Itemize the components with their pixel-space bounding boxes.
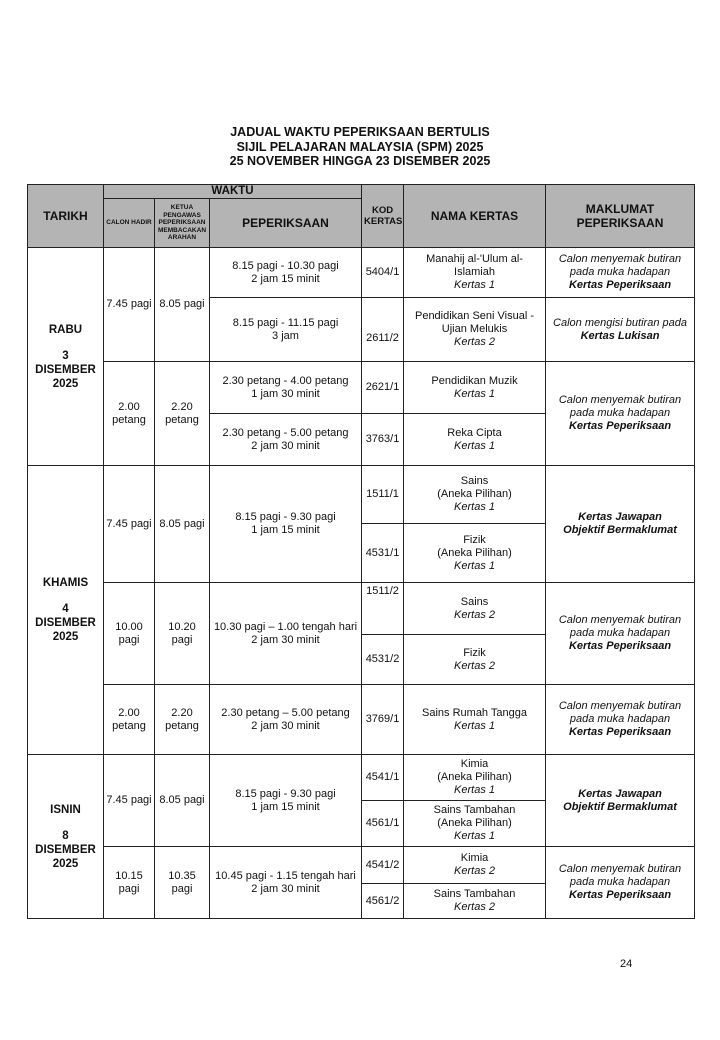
info-emphasis: Kertas Peperiksaan xyxy=(568,640,672,652)
calon-hadir-time: 7.45 pagi xyxy=(104,755,155,847)
ketua-pengawas-time: 8.05 pagi xyxy=(155,466,210,583)
paper-title: Kimia xyxy=(460,758,489,770)
day-month: DISEMBER xyxy=(35,363,96,376)
date-cell-khamis xyxy=(28,466,104,755)
paper-number: Kertas 1 xyxy=(454,719,495,732)
exam-info xyxy=(546,362,695,466)
paper-code: 1511/1 xyxy=(362,466,404,524)
paper-number: Kertas 1 xyxy=(454,830,495,842)
header-peperiksaan: PEPERIKSAAN xyxy=(210,199,362,248)
paper-title: Sains Tambahan xyxy=(433,804,516,816)
paper-code: 2611/2 xyxy=(362,298,404,362)
exam-info xyxy=(546,847,695,919)
day-year: 2025 xyxy=(52,377,79,390)
paper-name xyxy=(404,847,546,884)
exam-duration: 3 jam xyxy=(272,329,299,342)
info-line: Calon menyemak butiran xyxy=(558,253,682,265)
exam-timetable xyxy=(27,184,695,919)
paper-name xyxy=(404,685,546,755)
paper-subtitle: Ujian Melukis xyxy=(441,323,508,335)
paper-number: Kertas 2 xyxy=(454,901,495,913)
day-name: ISNIN xyxy=(50,803,81,816)
ketua-pengawas-time: 2.20 petang xyxy=(155,362,210,466)
exam-time xyxy=(210,414,362,466)
paper-title: Reka Cipta xyxy=(447,426,502,439)
day-name: KHAMIS xyxy=(42,577,89,589)
paper-code: 2621/1 xyxy=(362,362,404,414)
paper-code: 4541/2 xyxy=(362,847,404,884)
header-nama-kertas: NAMA KERTAS xyxy=(404,185,546,248)
ketua-pengawas-time: 10.35 pagi xyxy=(155,847,210,919)
paper-name xyxy=(404,466,546,524)
document-title xyxy=(0,125,720,169)
calon-hadir-time: 2.00 petang xyxy=(104,362,155,466)
exam-time-range: 10.45 pagi - 1.15 tengah hari xyxy=(215,869,356,882)
exam-duration: 2 jam 30 minit xyxy=(251,719,320,732)
paper-code: 4561/1 xyxy=(362,801,404,847)
exam-time-range: 10.30 pagi – 1.00 tengah hari xyxy=(213,620,358,633)
info-emphasis: Kertas Peperiksaan xyxy=(568,279,672,291)
day-number: 3 xyxy=(62,349,69,362)
paper-code: 1511/2 xyxy=(362,583,404,635)
paper-name xyxy=(404,635,546,685)
exam-time xyxy=(210,583,362,685)
ketua-pengawas-time: 8.05 pagi xyxy=(155,755,210,847)
paper-code: 4541/1 xyxy=(362,755,404,801)
title-line-2: SIJIL PELAJARAN MALAYSIA (SPM) 2025 xyxy=(236,139,484,154)
paper-title: Sains xyxy=(460,475,489,487)
paper-name xyxy=(404,884,546,919)
exam-time-range: 2.30 petang – 5.00 petang xyxy=(221,706,350,719)
day-month: DISEMBER xyxy=(35,617,96,629)
exam-info xyxy=(546,755,695,847)
info-emphasis: Kertas Peperiksaan xyxy=(568,420,672,432)
paper-number: Kertas 1 xyxy=(454,387,495,400)
info-emphasis: Kertas Lukisan xyxy=(580,329,660,342)
paper-number: Kertas 1 xyxy=(454,279,495,291)
paper-name xyxy=(404,248,546,298)
paper-name xyxy=(404,298,546,362)
header-maklumat: MAKLUMAT PEPERIKSAAN xyxy=(546,185,695,248)
date-cell-isnin xyxy=(28,755,104,919)
header-waktu: WAKTU xyxy=(104,185,362,199)
info-line: pada muka hadapan xyxy=(569,876,671,888)
exam-info xyxy=(546,685,695,755)
paper-number: Kertas 1 xyxy=(454,439,495,452)
info-emphasis: Kertas Peperiksaan xyxy=(568,726,672,738)
info-emphasis: Kertas Jawapan xyxy=(578,787,662,800)
paper-title: Pendidikan Muzik xyxy=(431,374,518,387)
date-cell-rabu xyxy=(28,248,104,466)
exam-duration: 2 jam 30 minit xyxy=(251,882,320,895)
calon-hadir-time: 10.00 pagi xyxy=(104,583,155,685)
info-line: Calon menyemak butiran xyxy=(558,863,682,875)
ketua-pengawas-time: 10.20 pagi xyxy=(155,583,210,685)
paper-number: Kertas 1 xyxy=(454,501,495,513)
info-emphasis: Kertas Peperiksaan xyxy=(568,889,672,901)
exam-info xyxy=(546,298,695,362)
exam-info xyxy=(546,466,695,583)
exam-time-range: 2.30 petang - 4.00 petang xyxy=(222,374,349,387)
info-line: pada muka hadapan xyxy=(569,407,671,419)
paper-name xyxy=(404,414,546,466)
info-line: pada muka hadapan xyxy=(569,266,671,278)
info-line: pada muka hadapan xyxy=(569,627,671,639)
day-number: 8 xyxy=(62,829,69,842)
header-ketua-pengawas: KETUA PENGAWAS PEPERIKSAAN MEMBACAKAN ARAHAN xyxy=(155,199,210,248)
exam-time-range: 8.15 pagi - 9.30 pagi xyxy=(235,511,336,523)
exam-info xyxy=(546,248,695,298)
header-tarikh: TARIKH xyxy=(28,185,104,248)
day-year: 2025 xyxy=(52,631,79,643)
ketua-pengawas-time: 2.20 petang xyxy=(155,685,210,755)
paper-number: Kertas 1 xyxy=(454,559,495,572)
info-emphasis: Objektif Bermaklumat xyxy=(563,800,677,813)
paper-subtitle: (Aneka Pilihan) xyxy=(437,488,512,500)
header-kod-kertas: KOD KERTAS xyxy=(362,185,404,248)
exam-time-range: 8.15 pagi - 9.30 pagi xyxy=(235,787,336,800)
paper-subtitle: (Aneka Pilihan) xyxy=(437,817,512,829)
title-line-3: 25 NOVEMBER HINGGA 23 DISEMBER 2025 xyxy=(229,154,491,168)
exam-time-range: 8.15 pagi - 11.15 pagi xyxy=(232,316,339,329)
ketua-pengawas-time: 8.05 pagi xyxy=(155,248,210,362)
paper-title: Sains xyxy=(460,595,489,608)
info-line: Calon mengisi butiran pada xyxy=(553,316,687,329)
paper-title: Fizik xyxy=(463,533,486,546)
paper-code: 4531/1 xyxy=(362,524,404,583)
paper-name xyxy=(404,755,546,801)
paper-title: Fizik xyxy=(463,646,486,659)
paper-number: Kertas 2 xyxy=(454,608,495,621)
day-year: 2025 xyxy=(52,857,79,870)
calon-hadir-time: 7.45 pagi xyxy=(104,248,155,362)
exam-duration: 1 jam 15 minit xyxy=(251,800,320,813)
info-line: pada muka hadapan xyxy=(569,713,671,725)
paper-name xyxy=(404,583,546,635)
exam-info xyxy=(546,583,695,685)
paper-code: 5404/1 xyxy=(362,248,404,298)
info-line: Calon menyemak butiran xyxy=(558,700,682,712)
paper-code: 4531/2 xyxy=(362,635,404,685)
exam-duration: 2 jam 30 minit xyxy=(251,439,320,452)
info-emphasis: Kertas Jawapan xyxy=(578,511,662,523)
paper-title: Manahij al-'Ulum al-Islamiah xyxy=(426,253,523,278)
paper-number: Kertas 2 xyxy=(454,336,495,348)
paper-number: Kertas 1 xyxy=(454,784,495,796)
exam-time xyxy=(210,847,362,919)
exam-duration: 2 jam 30 minit xyxy=(251,633,320,646)
exam-time xyxy=(210,755,362,847)
day-month: DISEMBER xyxy=(35,843,96,856)
exam-time-range: 2.30 petang - 5.00 petang xyxy=(222,426,349,439)
paper-code: 3769/1 xyxy=(362,685,404,755)
title-line-1: JADUAL WAKTU PEPERIKSAAN BERTULIS xyxy=(230,125,490,139)
exam-time xyxy=(210,466,362,583)
paper-subtitle: (Aneka Pilihan) xyxy=(437,546,512,559)
exam-time xyxy=(210,362,362,414)
calon-hadir-time: 10.15 pagi xyxy=(104,847,155,919)
calon-hadir-time: 7.45 pagi xyxy=(104,466,155,583)
paper-title: Pendidikan Seni Visual - xyxy=(414,310,535,322)
exam-duration: 1 jam 30 minit xyxy=(251,387,320,400)
paper-title: Kimia xyxy=(460,852,489,864)
paper-name xyxy=(404,362,546,414)
info-line: Calon menyemak butiran xyxy=(558,394,682,406)
day-name: RABU xyxy=(48,323,83,336)
paper-subtitle: (Aneka Pilihan) xyxy=(437,771,512,783)
exam-time xyxy=(210,685,362,755)
calon-hadir-time: 2.00 petang xyxy=(104,685,155,755)
info-emphasis: Objektif Bermaklumat xyxy=(563,524,677,536)
paper-title: Sains Rumah Tangga xyxy=(422,706,527,719)
paper-name xyxy=(404,524,546,583)
exam-time-range: 8.15 pagi - 10.30 pagi xyxy=(232,259,339,272)
paper-name xyxy=(404,801,546,847)
paper-number: Kertas 2 xyxy=(454,659,495,672)
exam-duration: 1 jam 15 minit xyxy=(251,524,320,536)
paper-title: Sains Tambahan xyxy=(433,888,516,900)
paper-number: Kertas 2 xyxy=(454,865,495,877)
header-calon-hadir: CALON HADIR xyxy=(104,199,155,248)
paper-code: 4561/2 xyxy=(362,884,404,919)
info-line: Calon menyemak butiran xyxy=(558,614,682,626)
page-number: 24 xyxy=(620,958,633,970)
exam-time xyxy=(210,298,362,362)
exam-duration: 2 jam 15 minit xyxy=(251,272,320,285)
exam-time xyxy=(210,248,362,298)
day-number: 4 xyxy=(62,603,69,615)
paper-code: 3763/1 xyxy=(362,414,404,466)
